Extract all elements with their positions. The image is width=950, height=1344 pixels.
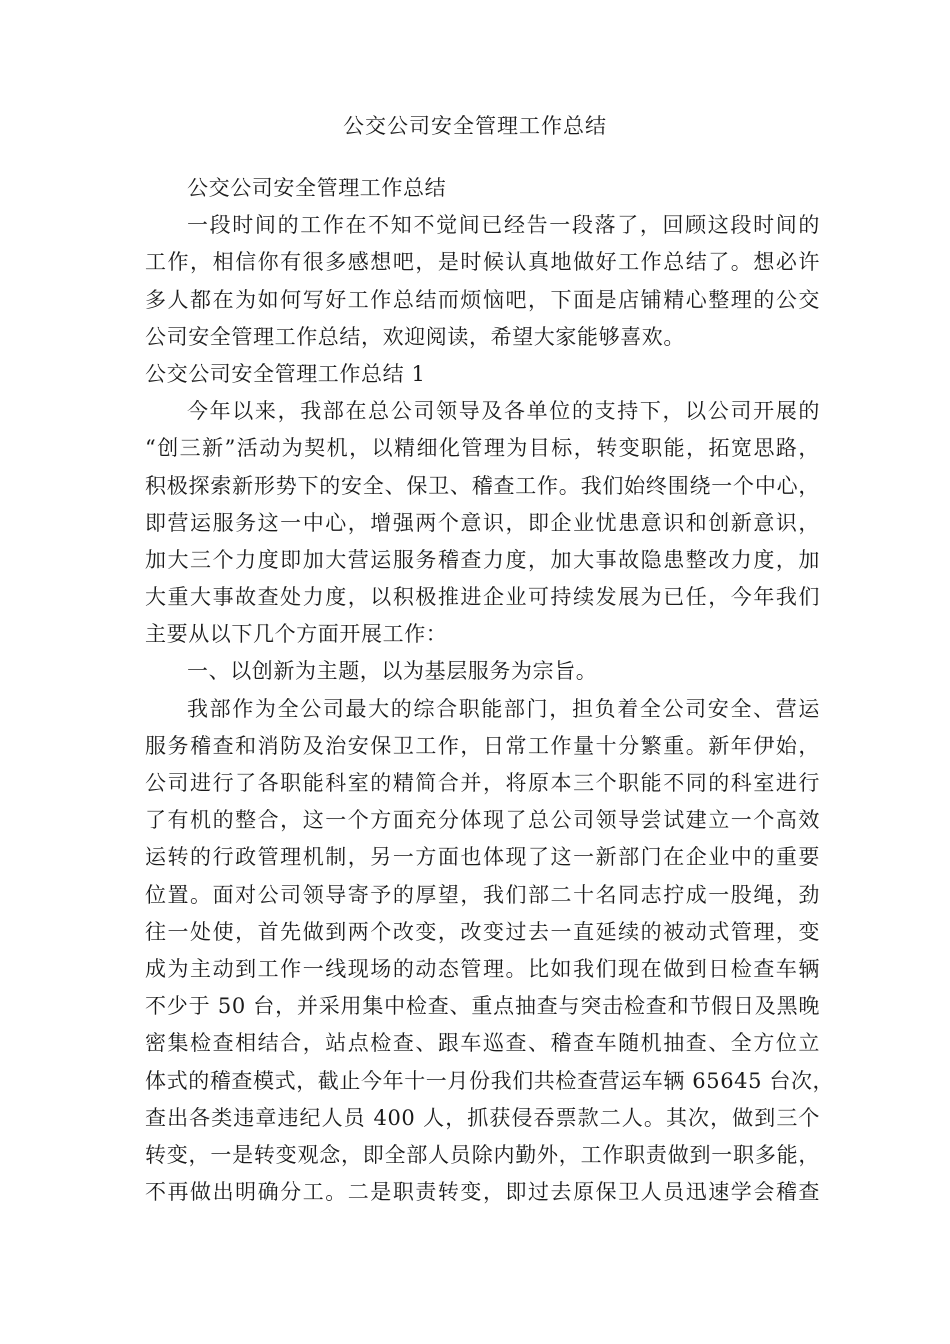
text-line: 即营运服务这一中心，增强两个意识，即企业忧患意识和创新意识， — [145, 510, 820, 535]
text-line: 今年以来，我部在总公司领导及各单位的支持下，以公司开展的 — [187, 399, 820, 424]
text-line: 加大三个力度即加大营运服务稽查力度，加大事故隐患整改力度，加 — [145, 547, 820, 572]
text-line: 不少于 50 台，并采用集中检查、重点抽查与突击检查和节假日及黑晚 — [145, 994, 820, 1019]
text-line: “创三新”活动为契机，以精细化管理为目标，转变职能，拓宽思路， — [145, 436, 820, 461]
text-line: 我部作为全公司最大的综合职能部门，担负着全公司安全、营运 — [187, 696, 820, 721]
document-title: 公交公司安全管理工作总结 — [343, 114, 607, 138]
text-line: 位置。面对公司领导寄予的厚望，我们部二十名同志拧成一股绳，劲 — [145, 882, 820, 907]
text-line: 体式的稽查模式，截止今年十一月份我们共检查营运车辆 65645 台次， — [145, 1068, 835, 1093]
text-line: 转变，一是转变观念，即全部人员除内勤外，工作职责做到一职多能， — [145, 1142, 820, 1167]
text-line: 查出各类违章违纪人员 400 人，抓获侵吞票款二人。其次，做到三个 — [145, 1105, 820, 1130]
text-line: 了有机的整合，这一个方面充分体现了总公司领导尝试建立一个高效 — [145, 808, 820, 833]
text-line: 成为主动到工作一线现场的动态管理。比如我们现在做到日检查车辆 — [145, 956, 820, 981]
text-line: 积极探索新形势下的安全、保卫、稽查工作。我们始终围绕一个中心， — [145, 473, 820, 498]
text-line: 密集检查相结合，站点检查、跟车巡查、稽查车随机抽查、全方位立 — [145, 1031, 820, 1056]
text-line: 工作，相信你有很多感想吧，是时候认真地做好工作总结了。想必许 — [145, 250, 820, 275]
text-line: 公司安全管理工作总结，欢迎阅读，希望大家能够喜欢。 — [145, 324, 685, 349]
text-line: 运转的行政管理机制，另一方面也体现了这一新部门在企业中的重要 — [145, 845, 820, 870]
text-line: 主要从以下几个方面开展工作： — [145, 622, 448, 647]
document-body — [145, 170, 835, 1211]
text-line: 一、以创新为主题，以为基层服务为宗旨。 — [187, 659, 598, 684]
text-line: 不再做出明确分工。二是职责转变，即过去原保卫人员迅速学会稽查 — [145, 1180, 820, 1205]
text-line: 公交公司安全管理工作总结 1 — [145, 361, 426, 386]
text-line: 往一处使，首先做到两个改变，改变过去一直延续的被动式管理，变 — [145, 919, 820, 944]
text-line: 公交公司安全管理工作总结 — [187, 176, 447, 200]
text-line: 公司进行了各职能科室的精简合并，将原本三个职能不同的科室进行 — [145, 771, 820, 795]
text-line: 服务稽查和消防及治安保卫工作，日常工作量十分繁重。新年伊始， — [145, 733, 820, 758]
text-line: 一段时间的工作在不知不觉间已经告一段落了，回顾这段时间的 — [187, 213, 820, 238]
text-line: 大重大事故查处力度，以积极推进企业可持续发展为已任，今年我们 — [145, 585, 820, 610]
text-line: 多人都在为如何写好工作总结而烦恼吧，下面是店铺精心整理的公交 — [145, 287, 820, 312]
